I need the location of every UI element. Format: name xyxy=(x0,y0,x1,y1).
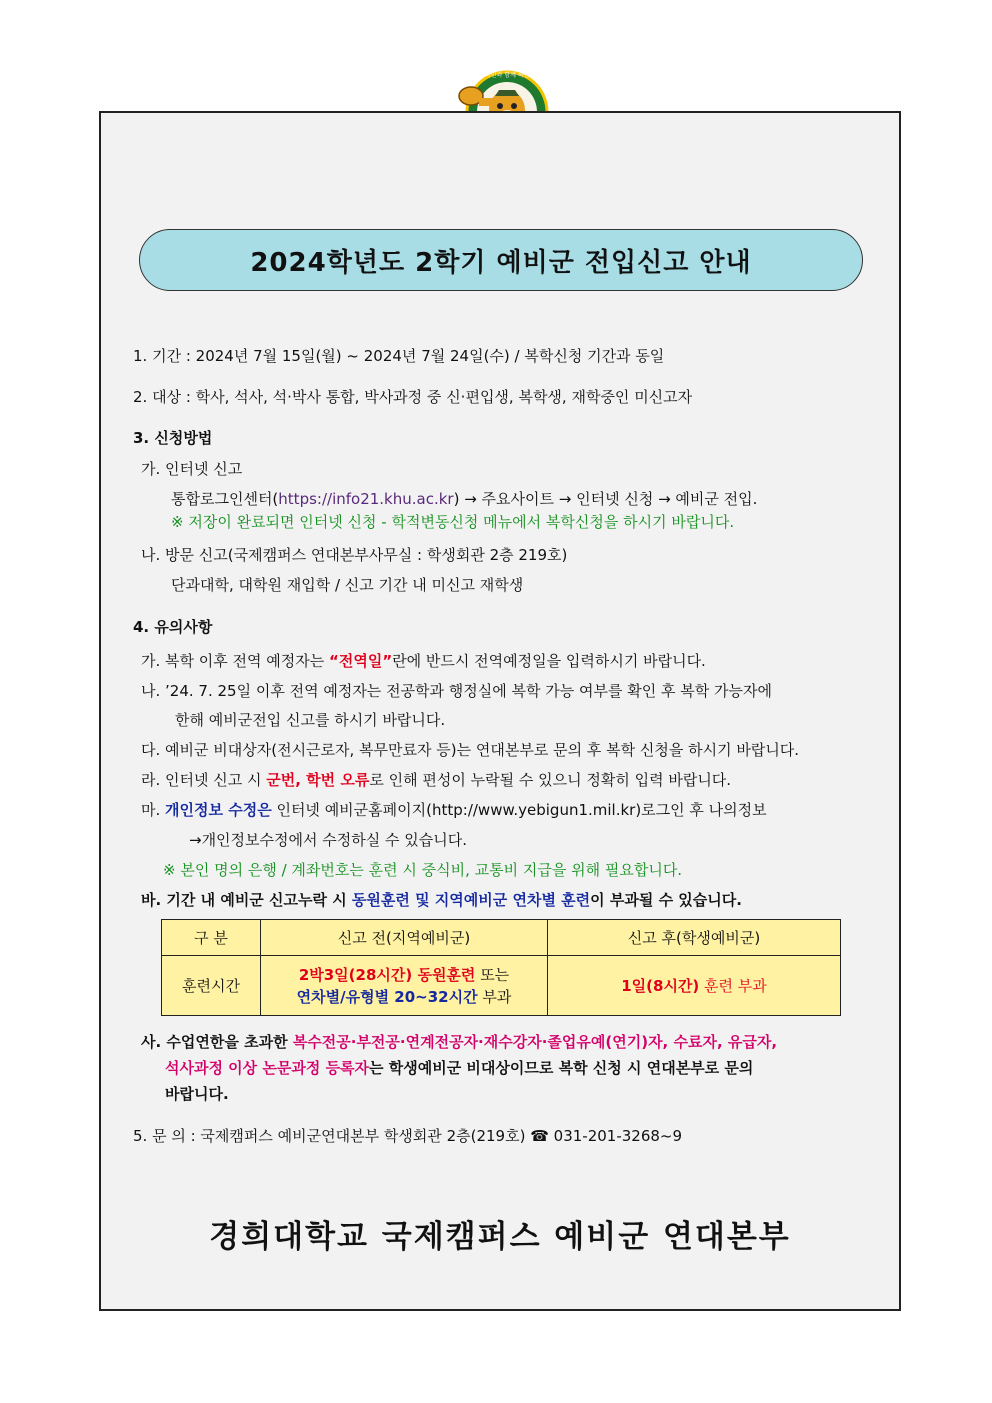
note-na-1: 나. ’24. 7. 25일 이후 전역 예정자는 전공학과 행정실에 복학 가능 여부를 확인 후 복학 가능자에 xyxy=(141,682,772,700)
note-ma-bank: ※ 본인 명의 은행 / 계좌번호는 훈련 시 중식비, 교통비 지급을 위해 필요합니다. xyxy=(163,861,683,879)
note-ra: 라. 인터넷 신고 시 군번, 학번 오류로 인해 편성이 누락될 수 있으니 정확히 입력 바랍니다. xyxy=(141,771,732,789)
table-header-row xyxy=(162,920,841,956)
method-visit-detail: 단과대학, 대학원 재입학 / 신고 기간 내 미신고 재학생 xyxy=(171,576,524,594)
title-banner xyxy=(139,229,863,291)
method-visit-label: 나. 방문 신고(국제캠퍼스 연대본부사무실 : 학생회관 2층 219호) xyxy=(141,546,568,564)
table-row xyxy=(162,956,841,1016)
info21-link[interactable]: https://info21.khu.ac.kr xyxy=(278,490,454,508)
note-da: 다. 예비군 비대상자(전시근로자, 복무만료자 등)는 연대본부로 문의 후 복학 신청을 하시기 바랍니다. xyxy=(141,741,800,759)
training-table xyxy=(161,919,841,1016)
telephone-icon: ☎ xyxy=(530,1127,549,1145)
note-sa-1: 사. 수업연한을 초과한 복수전공·부전공·연계전공자·재수강자·졸업유예(연기)자, 수료자, 유급자, xyxy=(141,1033,778,1051)
method-heading: 3. 신청방법 xyxy=(133,429,213,447)
table-header-after: 신고 후(학생예비군) xyxy=(548,920,841,956)
note-sa-2: 석사과정 이상 논문과정 등록자는 학생예비군 비대상이므로 복학 신청 시 연대본부로 문의 xyxy=(165,1059,754,1077)
footer-organization: 경희대학교 국제캠퍼스 예비군 연대본부 xyxy=(209,1219,791,1255)
note-ga: 가. 복학 이후 전역 예정자는 “전역일”란에 반드시 전역예정일을 입력하시기 바랍니다. xyxy=(141,652,706,670)
target-line: 2. 대상 : 학사, 석사, 석·박사 통합, 박사과정 중 신·편입생, 복학생, 재학중인 미신고자 xyxy=(133,388,693,406)
page-title: 2024학년도 2학기 예비군 전입신고 안내 xyxy=(250,247,752,278)
note-ma-2: →개인정보수정에서 수정하실 수 있습니다. xyxy=(189,831,467,849)
note-na-2: 한해 예비군전입 신고를 하시기 바랍니다. xyxy=(175,711,446,729)
method-internet-note: ※ 저장이 완료되면 인터넷 신청 - 학적변동신청 메뉴에서 복학신청을 하시기 바랍니다. xyxy=(171,513,735,531)
method-internet-label: 가. 인터넷 신고 xyxy=(141,460,243,478)
method-internet-path: 통합로그인센터(https://info21.khu.ac.kr) → 주요사이트 → 인터넷 신청 → 예비군 전입. xyxy=(171,490,758,508)
table-cell-after: 1일(8시간) 훈련 부과 xyxy=(548,956,841,1016)
emblem-ring-text: 국민과 함께 하는 예비군 xyxy=(485,72,549,79)
note-ma: 마. 개인정보 수정은 인터넷 예비군홈페이지(http://www.yebigun1.mil.kr)로그인 후 나의정보 xyxy=(141,801,767,819)
note-ba: 바. 기간 내 예비군 신고누락 시 동원훈련 및 지역예비군 연차별 훈련이 부과될 수 있습니다. xyxy=(141,891,742,909)
period-line: 1. 기간 : 2024년 7월 15일(월) ~ 2024년 7월 24일(수) / 복학신청 기간과 동일 xyxy=(133,347,665,365)
table-header-before: 신고 전(지역예비군) xyxy=(261,920,548,956)
table-header-category: 구 분 xyxy=(162,920,261,956)
contact-phone: 031-201-3268~9 xyxy=(553,1127,683,1145)
table-row-label: 훈련시간 xyxy=(162,956,261,1016)
notice-frame xyxy=(99,111,901,1311)
notes-heading: 4. 유의사항 xyxy=(133,618,213,636)
note-sa-3: 바랍니다. xyxy=(165,1085,229,1103)
table-cell-before: 2박3일(28시간) 동원훈련 또는 연차별/유형별 20~32시간 부과 xyxy=(261,956,548,1016)
contact-line: 5. 문 의 : 국제캠퍼스 예비군연대본부 학생회관 2층(219호) ☎ 031-201-3268~9 xyxy=(133,1127,683,1145)
